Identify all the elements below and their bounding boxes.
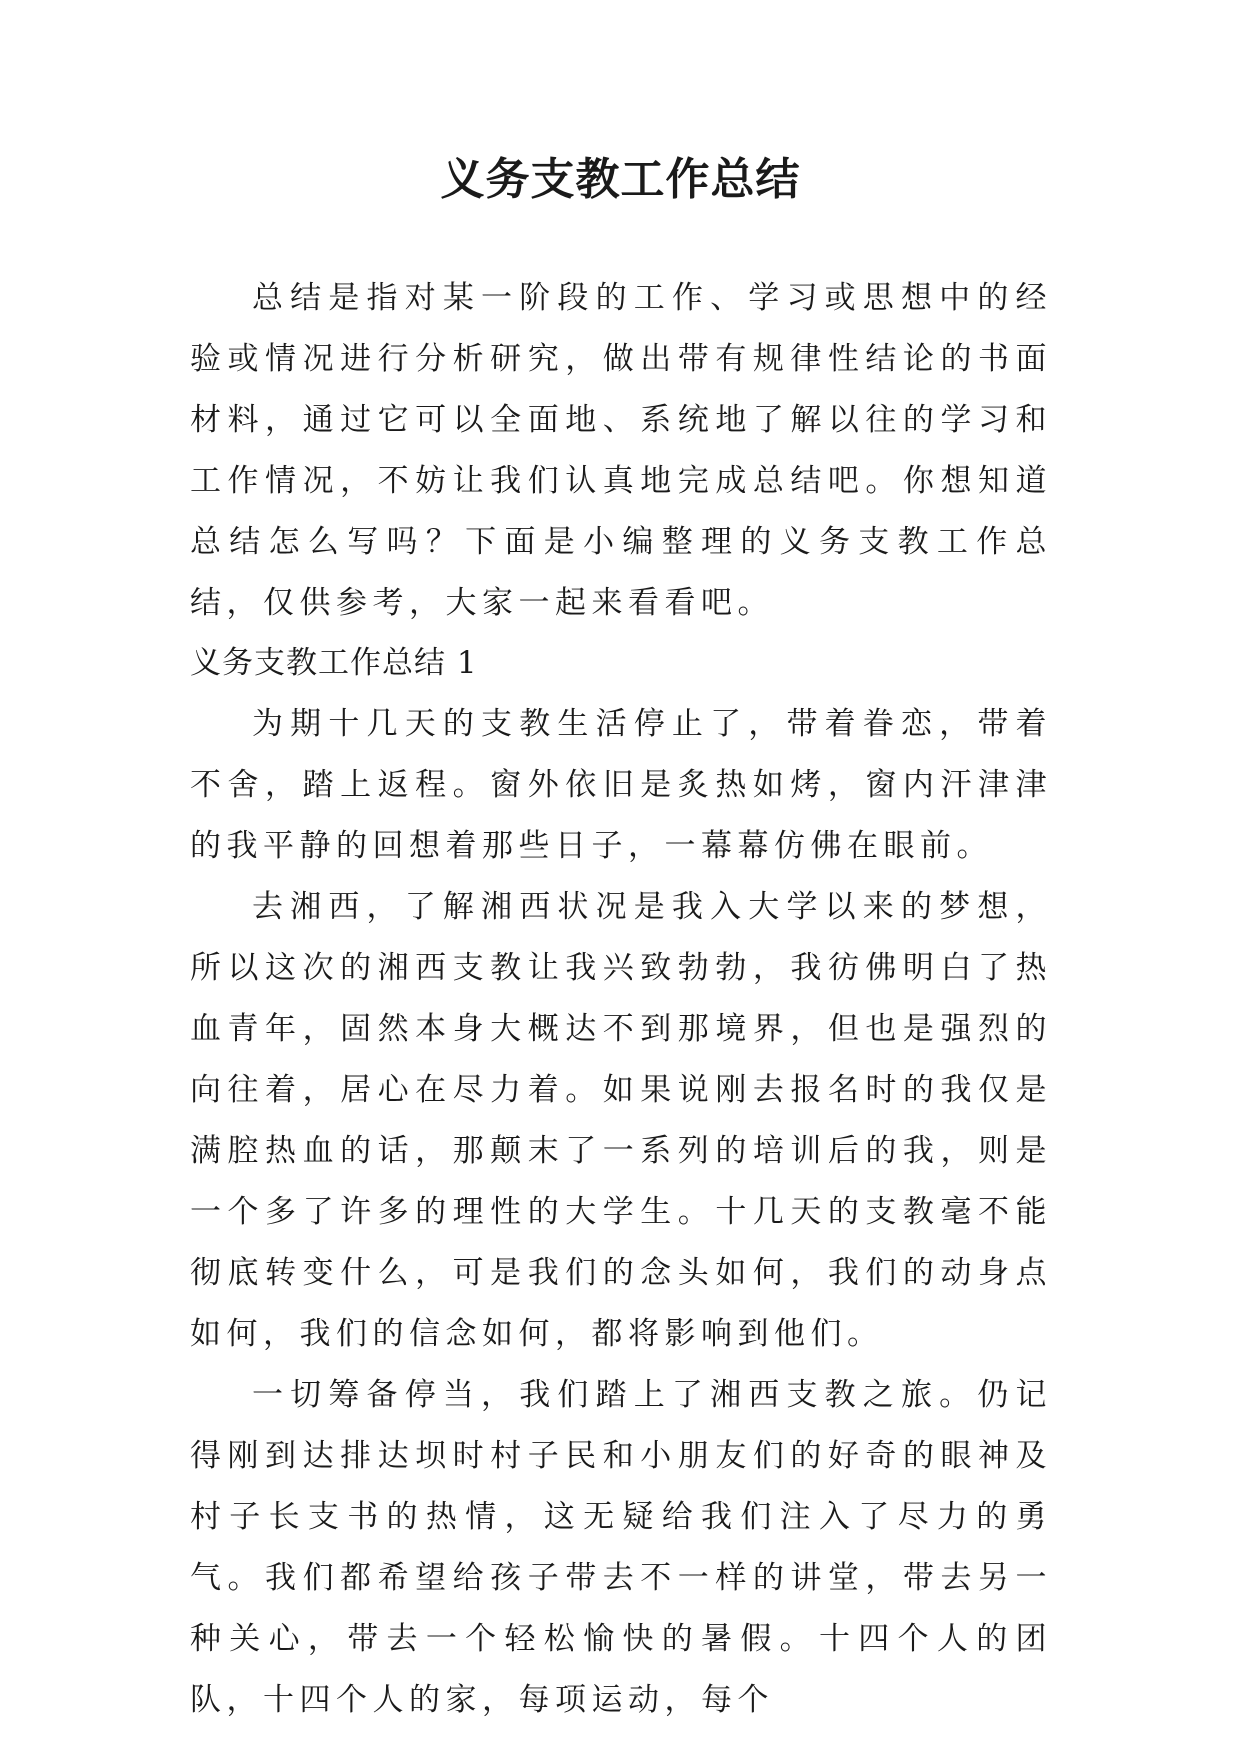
body-paragraph-2: 去湘西，了解湘西状况是我入大学以来的梦想，所以这次的湘西支教让我兴致勃勃，我彷佛明白了热血青年，固然本身大概达不到那境界，但也是强烈的向往着，居心在尽力着。如果说刚去报名时的我仅是满腔热血的话，那颠末了一系列的培训后的我，则是一个多了许多的理性的大学生。十几天的支教毫不能彻底转变什么，可是我们的念头如何，我们的动身点如何，我们的信念如何，都将影响到他们。 — [190, 889, 1052, 1352]
body-paragraph-3: 一切筹备停当，我们踏上了湘西支教之旅。仍记得刚到达排达坝时村子民和小朋友们的好奇的眼神及村子长支书的热情，这无疑给我们注入了尽力的勇气。我们都希望给孩子带去不一样的讲堂，带去另一种关心，带去一个轻松愉快的暑假。十四个人的团队，十四个人的家，每项运动，每个 — [190, 1377, 1052, 1718]
intro-section — [190, 268, 1052, 634]
summary-section-1 — [190, 633, 1052, 1731]
body-paragraph-1: 为期十几天的支教生活停止了，带着眷恋，带着不舍，踏上返程。窗外依旧是炙热如烤，窗内汗津津的我平静的回想着那些日子，一幕幕仿佛在眼前。 — [190, 706, 1052, 864]
intro-paragraph: 总结是指对某一阶段的工作、学习或思想中的经验或情况进行分析研究，做出带有规律性结论的书面材料，通过它可以全面地、系统地了解以往的学习和工作情况，不妨让我们认真地完成总结吧。你想知道总结怎么写吗？下面是小编整理的义务支教工作总结，仅供参考，大家一起来看看吧。 — [190, 280, 1052, 621]
document-title: 义务支教工作总结 — [440, 154, 801, 205]
section-heading: 义务支教工作总结 1 — [190, 645, 478, 681]
